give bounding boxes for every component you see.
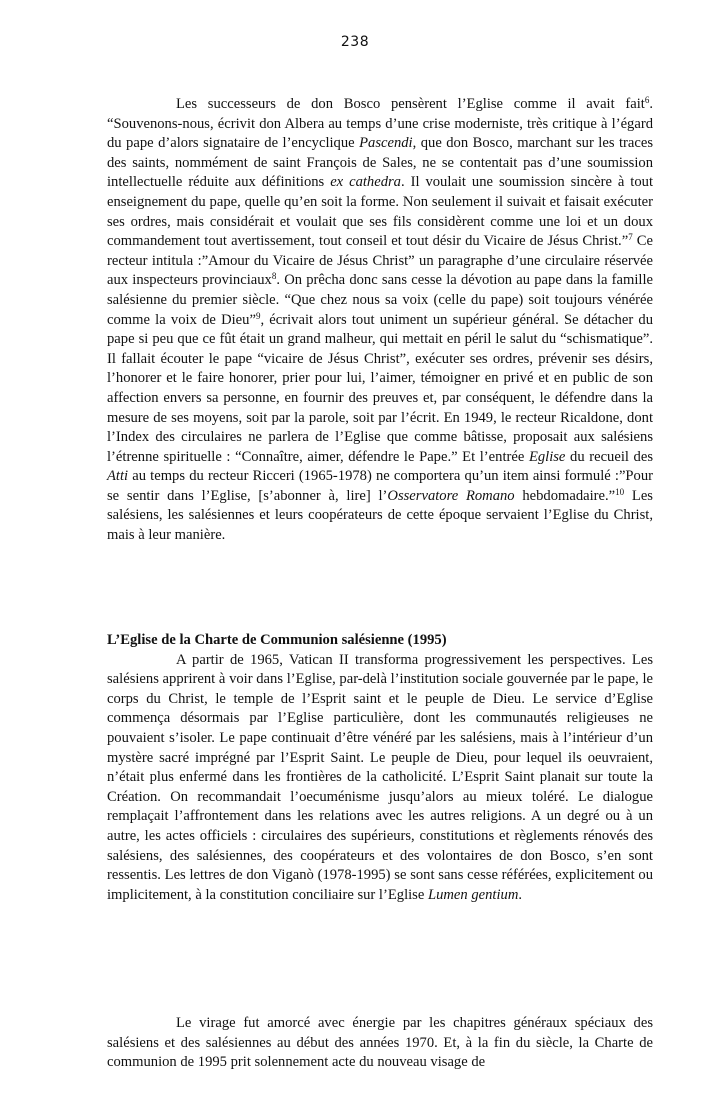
- italic-text: Pascendi: [359, 135, 413, 152]
- footnote-ref: 9: [255, 310, 261, 321]
- footnote-ref: 10: [615, 486, 625, 497]
- italic-text: ex cathedra: [330, 174, 401, 191]
- section-church-charter: [107, 631, 653, 905]
- footnote-ref: 6: [644, 95, 650, 105]
- footnote-ref: 8: [271, 271, 277, 282]
- paragraph-3: Le virage fut amorcé avec énergie par les chapitres généraux spéciaux des salésiens et des salésiennes au début des années 1970. Et, à la fin du siècle, la Charte de communion de 1995 prit solennement acte du nouveau visage de: [107, 1015, 653, 1071]
- section-heading: L’Eglise de la Charte de Communion salésienne (1995): [107, 632, 447, 648]
- page-number: 238: [340, 34, 370, 50]
- italic-text: Osservatore Romano: [387, 487, 515, 504]
- italic-text: Atti: [107, 468, 129, 485]
- paragraph-1: Les successeurs de don Bosco pensèrent l’Eglise comme il avait fait$^6$. “Souvenons-nous, écrivit don Albera au temps d’une crise moderniste, très critique à l’égard du pape d’alors signataire de l’encyclique Pascendi, que don Bosco, marchant sur les traces des saints, nommément de saint François de Sales, ne se contentait pas d’une soumission intellectuelle réduite aux définitions ex cathedra. Il voulait une soumission sincère à tout enseignement du pape, quelle qu’en soit la forme. Non seulement il suivait et faisait exécuter ses ordres, mais considérait et voulait que ses fils considèrent comme une loi et un doux commandement tout avertissement, tout conseil et tout désir du Vicaire de Jésus Christ.”$^7$ Ce recteur intitula :”Amour du Vicaire de Jésus Christ” un paragraphe d’une circulaire réservée aux inspecteurs provinciaux$^8$. On prêcha donc sans cesse la dévotion au pape dans la famille salésienne du premier siècle. “Que chez nous sa voix (celle du pape) soit toujours vénérée comme la voix de Dieu”$^9$, écrivait alors tout uniment un supérieur général. Se détacher du pape si peu que ce fût était un grand malheur, qui mettait en péril le salut du “schismatique”. Il fallait écouter le pape “vicaire de Jésus Christ”, exécuter ses ordres, prévenir ses désirs, l’honorer et le faire honorer, prier pour lui, l’aimer, témoigner en privé et en public de son affection envers sa personne, en fournir des preuves et, par conséquent, le défendre dans la mesure de ses moyens, soit par la parole, soit par l’écrit. En 1949, le recteur Ricaldone, dont l’Index des circulaires ne parlera de l’Eglise que comme bâtisse, proposait aux salésiens l’étrenne spirituelle : “Connaître, aimer, défendre le Pape.” Et l’entrée Eglise du recueil des Atti au temps du recteur Ricceri (1965-1978) ne comportera qu’un item ainsi formulé :”Pour se sentir dans l’Eglise, [s’abonner à, lire] l’Osservatore Romano hebdomadaire.”$^{10}$ Les salésiens, les salésiennes et leurs coopérateurs de cette époque servaient l’Eglise du Christ, mais à leur manière.: [107, 95, 654, 544]
- italic-text: Lumen gentium: [427, 886, 519, 903]
- paragraph-2: A partir de 1965, Vatican II transforma progressivement les perspectives. Les salésiens apprirent à voir dans l’Eglise, par-delà l’institution sociale gouvernée par le pape, le corps du Christ, le temple de l’Esprit saint et le peuple de Dieu. Le service d’Eglise commença désormais par l’Eglise particulière, dont les communautés religieuses ne pouvaient s’isoler. Le pape continuait d’être vénéré par les salésiens, mais à l’intérieur d’un mystère sacré imprégné par l’Esprit Saint. Le peuple de Dieu, pour lequel ils oeuvraient, n’était plus enfermé dans les frontières de la catholicité. L’Esprit Saint planait sur toute la Création. On recommandait l’oecuménisme jusqu’alors au mieux toléré. Le dialogue remplaçait l’affrontement dans les relations avec les autres religions. A un degré ou à un autre, les actes officiels : circulaires des supérieurs, constitutions et règlements rénovés des salésiens, des salésiennes, des coopérateurs et des volontaires de don Bosco, s’en sont ressentis. Les lettres de don Viganò (1978-1995) se sont sans cesse référées, explicitement ou implicitement, à la constitution conciliaire sur l’Eglise Lumen gentium.: [107, 651, 653, 903]
- footnote-ref: 7: [628, 232, 633, 243]
- body-text-bottom: [107, 1014, 653, 1073]
- italic-text: Eglise: [528, 448, 566, 465]
- body-text-top: [107, 95, 653, 546]
